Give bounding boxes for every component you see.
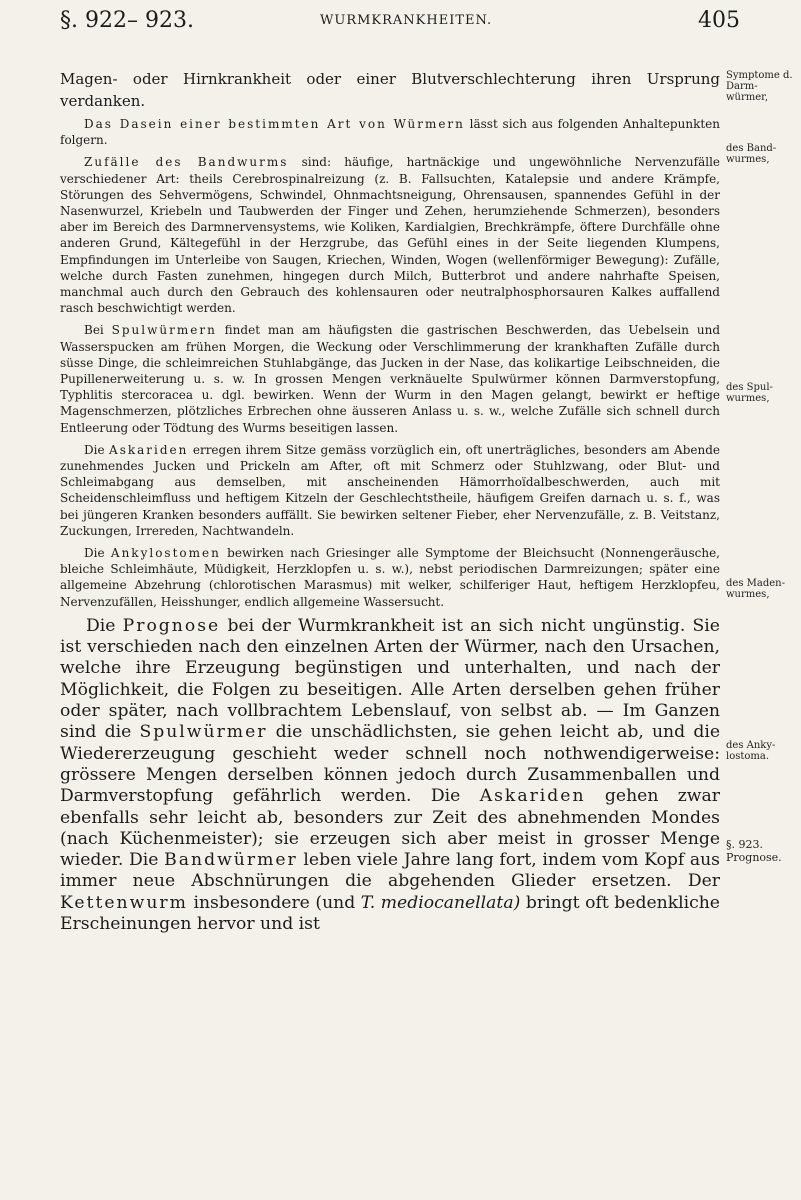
- main-text: [60, 68, 720, 935]
- paragraph-intro: Das Dasein einer bestimmten Art von Würmern lässt sich aus folgenden Anhaltepunkten folgern.: [60, 117, 720, 148]
- margin-note-prognose: §. 923. Prognose.: [726, 838, 782, 864]
- running-title: WURMKRANKHEITEN.: [320, 13, 493, 28]
- page-number: 405: [698, 8, 740, 33]
- paragraph-prognose: Die Prognose bei der Wurmkrankheit ist an sich nicht ungünstig. Sie ist verschieden nach den einzelnen Arten der Würmer, nach den Ursachen, welche ihre Erzeugung begünstigen und unterhalten, und nach der Möglichkeit, die Folgen zu beseitigen. Alle Arten derselben gehen früher oder später, nach vollbrachtem Lebenslauf, von selbst ab. — Im Ganzen sind die Spulwürmer die unschädlichsten, sie gehen leicht ab, und die Wiedererzeugung geschieht weder schnell noch nothwendigerweise: grössere Mengen derselben können jedoch durch Zusammenballen und Darmverstopfung gefährlich werden. Die Askariden gehen zwar ebenfalls sehr leicht ab, besonders zur Zeit des abnehmenden Mondes (nach Küchenmeister); sie erzeugen sich aber meist in grosser Menge wieder. Die Bandwürmer leben viele Jahre lang fort, indem vom Kopf aus immer neue Abschnürungen die abgehenden Glieder ersetzen. Der Kettenwurm insbesondere (und T. mediocanellata) bringt oft bedenkliche Erscheinungen hervor und ist: [60, 615, 720, 935]
- paragraph-ankylostomen: Die Ankylostomen bewirken nach Griesinger alle Symptome der Bleichsucht (Nonnengeräusche, bleiche Schleimhäute, Müdigkeit, Herzklopfen u. s. w.), nebst periodischen Darmreizungen; später eine allgemeine Abzehrung (chlorotischen Marasmus) mit welker, schilferiger Haut, heftigem Herzklopfeu, Nervenzufällen, Heisshunger, endlich allgemeine Wassersucht.: [60, 546, 720, 609]
- paragraph-askariden: Die Askariden erregen ihrem Sitze gemäss vorzüglich ein, oft unerträgliches, besonders am Abende zunehmendes Jucken und Prickeln am After, oft mit Schmerz oder Stuhlzwang, oder Blut- und Schleimabgang aus demselben, mit anscheinenden Hämorrhoïdalbeschwerden, auch mit Scheidenschleimfluss und heftigem Kitzeln der Geschlechtstheile, häufigem Greifen darnach u. s. f., was bei jüngeren Kranken besonders auffällt. Sie bewirken seltener Fieber, eher Nervenzufälle, z. B. Veitstanz, Zuckungen, Irrereden, Nachtwandeln.: [60, 442, 721, 538]
- margin-note-symptome: Symptome d. Darm- würmer,: [726, 70, 793, 103]
- section-range: §. 922– 923.: [60, 8, 194, 33]
- paragraph-bandwurm: Zufälle des Bandwurms sind: häufige, hartnäckige und ungewöhnliche Nervenzufälle verschiedener Art: theils Cerebrospinalreizung (z. B. Fallsuchten, Katalepsie und andere Krämpfe, Störungen des Sehvermögens, Schwindel, Ohnmachtsneigung, Ohrensausen, spannendes Gefühl in der Nasenwurzel, Kriebeln und Taubwerden der Finger und Zehen, herumziehende Schmerzen), besonders aber im Bereich des Darmnervensystems, wie Koliken, Kardialgien, Brechkrämpfe, öftere Durchfälle ohne anderen Grund, Kältegefühl in der Herzgrube, das Gefühl eines in der Seite liegenden Klumpens, Empfindungen im Unterleibe von Saugen, Kriechen, Winden, Wogen (wellenförmiger Bewegung): Zufälle, welche durch Fasten zunehmen, hingegen durch Milch, Butterbrot und andere nahrhafte Speisen, manchmal auch durch den Gebrauch des kohlensauren oder neutralphosphorsauren Kalkes auffallend rasch beschwichtigt werden.: [60, 155, 721, 316]
- paragraph-continuation: Magen- oder Hirnkrankheit oder einer Blutverschlechterung ihren Ursprung verdanken.: [60, 70, 720, 110]
- margin-note-bandwurm: des Band- wurmes,: [726, 143, 777, 165]
- margin-note-spulwurm: des Spul- wurmes,: [726, 382, 773, 404]
- margin-note-ankylostoma: des Anky- lostoma.: [726, 740, 776, 762]
- paragraph-spulwurm: Bei Spulwürmern findet man am häufigsten die gastrischen Beschwerden, das Uebelsein und Wasserspucken am frühen Morgen, die Weckung oder Verschlimmerung der krankhaften Zufälle durch süsse Dinge, die schleimreichen Stuhlabgänge, das Jucken in der Nase, das kolikartige Leibschneiden, die Pupillenerweiterung u. s. w. In grossen Mengen verknäuelte Spulwürmer können Darmverstopfung, Typhlitis stercoracea u. dgl. bewirken. Wenn der Wurm in den Magen gelangt, bewirkt er heftige Magenschmerzen, plötzliches Erbrechen ohne äusseren Anlass u. s. w., welche Zufälle sich schnell durch Entleerung oder Tödtung des Wurms beseitigen lassen.: [60, 323, 720, 435]
- margin-note-madenwurm: des Maden- wurmes,: [726, 578, 785, 600]
- page-header: [60, 8, 740, 38]
